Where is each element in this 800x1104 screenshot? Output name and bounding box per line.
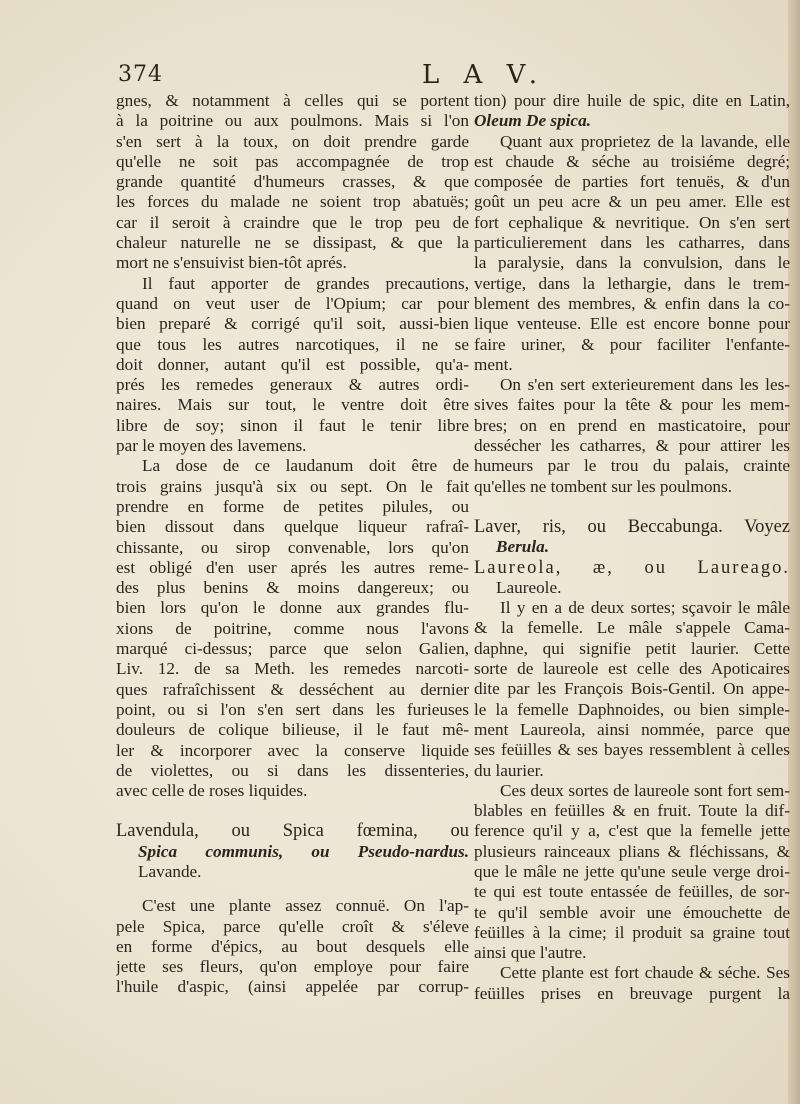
text-line: composée de parties fort tenuës, & d'un	[474, 172, 790, 192]
text-line: Lavande.	[138, 861, 202, 881]
text-line: que tous les autres narcotiques, il ne se	[116, 334, 469, 354]
text-line: bien dissout dans quelque liqueur rafraî-	[116, 517, 469, 537]
text-line: ses feüilles & ses bayes ressemblent à celles	[474, 740, 790, 760]
text-line: xions de poitrine, comme nous l'avons	[116, 618, 469, 638]
text-line: ques rafraîchissent & desséchent au dernier	[116, 679, 469, 699]
text-line: avec celle de roses liquides.	[116, 781, 308, 801]
text-line: à la poitrine ou aux poulmons. Mais si l'on	[116, 111, 469, 131]
text-line: bres; on en prend en masticatoire, pour	[474, 415, 790, 435]
text-line: quand on veut user de l'Opium; car pour	[116, 293, 469, 313]
text-line: chaleur naturelle ne se dissipast, & que la	[116, 233, 469, 253]
text-line: prés les remedes generaux & autres ordi-	[116, 375, 469, 395]
text-line: Ces deux sortes de laureole sont fort sem-	[500, 780, 790, 800]
text-line: La dose de ce laudanum doit être de	[142, 456, 469, 476]
text-line: sives faites pour la tête & pour les mem-	[474, 395, 790, 415]
text-line: s'en sert à la toux, on doit prendre garde	[116, 131, 469, 151]
text-line: doit donner, autant qu'il est possible, qu'a-	[116, 354, 469, 374]
text-line: naires. Mais sur tout, le ventre doit être	[116, 395, 469, 415]
text-line: ference qu'il y a, c'est que la femelle jette	[474, 821, 790, 841]
text-line: dite par les François Bois-Gentil. On appe-	[474, 679, 790, 699]
text-line: Berula.	[496, 537, 550, 557]
text-line: feüilles à la cime; il produit sa graine tout	[474, 922, 790, 942]
text-line: trois grains jusqu'à six ou sept. On le fait	[116, 476, 469, 496]
text-line: sorte de laureole est celle des Apoticaires	[474, 659, 790, 679]
text-line: Laver, ris, ou Beccabunga. Voyez	[474, 516, 790, 537]
text-line: grande quantité d'humeurs crasses, & que	[116, 172, 469, 192]
text-line: dessécher les catharres, & pour attirer les	[474, 436, 790, 456]
text-line: vertige, dans la lethargie, dans le trem-	[474, 273, 790, 293]
text-line: de violettes, ou si dans les dissenteries,	[116, 760, 469, 780]
text-line: On s'en sert exterieurement dans les les-	[500, 375, 790, 395]
text-line: libre de soy; sinon il faut le tenir libre	[116, 415, 469, 435]
running-head: L A V.	[422, 60, 546, 90]
text-line: le la femelle Daphnoides, ou bien simple-	[474, 699, 790, 719]
text-line: Oleum De spica.	[474, 111, 591, 131]
text-line: Lavendula, ou Spica fœmina, ou	[116, 821, 469, 842]
text-line: blement des membres, & enfin dans la co-	[474, 293, 790, 313]
page-header	[0, 60, 800, 94]
text-line: douleurs de colique bilieuse, il le faut mê-	[116, 720, 469, 740]
text-line: C'est une plante assez connuë. On l'ap-	[142, 896, 469, 916]
text-line: lique venteuse. Elle est encore bonne pour	[474, 314, 790, 334]
text-line: Quant aux proprietez de la lavande, elle	[500, 131, 790, 151]
text-line: l'huile d'aspic, (ainsi appelée par corrup-	[116, 977, 469, 997]
text-line: marqué ci-dessus; parce que selon Galien,	[116, 639, 469, 659]
text-line: Il faut apporter de grandes precautions,	[142, 273, 469, 293]
text-line: Il y en a de deux sortes; sçavoir le mâle	[500, 598, 790, 618]
text-line: chissante, ou sirop convenable, lors qu'on	[116, 537, 469, 557]
text-line: qu'elle ne soit pas accompagnée de trop	[116, 151, 469, 171]
text-line: que le mâle ne jette qu'une seule verge droi-	[474, 861, 790, 881]
text-line: faire uriner, & pour faciliter l'enfante-	[474, 334, 790, 354]
text-line: des plus benins & moins dangereux; ou	[116, 578, 469, 598]
text-line: te qui est toute entassée de feüilles, de sor-	[474, 882, 790, 902]
text-line: gnes, & notamment à celles qui se portent	[116, 91, 469, 110]
text-line: par le moyen des lavemens.	[116, 436, 307, 456]
text-line: jette ses fleurs, qu'on employe pour faire	[116, 957, 469, 977]
text-line: la paralysie, dans la convulsion, dans le	[474, 253, 790, 273]
page-number: 374	[118, 62, 163, 87]
text-line: feüilles prises en breuvage purgent la	[474, 983, 790, 1003]
text-line: Cette plante est fort chaude & séche. Ses	[500, 963, 790, 983]
text-line: blables en feüilles & en fruit. Toute la dif-	[474, 801, 790, 821]
text-line: prendre en forme de petites pilules, ou	[116, 496, 469, 516]
text-line: ainsi que l'autre.	[474, 943, 587, 963]
right-text-column	[474, 91, 790, 1004]
text-line: mort ne s'ensuivist bien-tôt aprés.	[116, 253, 347, 273]
text-line: humeurs par le trou du palais, crainte	[474, 456, 790, 476]
text-line: te qu'il semble avoir une émouchette de	[474, 902, 790, 922]
text-line: Laureola, æ, ou Laureago.	[474, 557, 790, 578]
text-line: est chaude & séche au troisiéme degré;	[474, 151, 790, 171]
text-line: Spica communis, ou Pseudo-nardus.	[138, 841, 469, 861]
text-line: daphne, qui signifie petit laurier. Cette	[474, 638, 790, 658]
text-line: tion) pour dire huile de spic, dite en Latin,	[474, 91, 790, 110]
left-text-column	[116, 91, 469, 998]
text-line: bien preparé & corrigé qu'il soit, aussi-bien	[116, 314, 469, 334]
text-line: du laurier.	[474, 760, 544, 780]
text-line: ler & incorporer avec la conserve liquide	[116, 740, 469, 760]
text-line: fort cephalique & nevritique. On s'en sert	[474, 212, 790, 232]
text-line: point, ou si l'on s'en sert dans les furieuses	[116, 699, 469, 719]
text-line: goût un peu acre & un peu amer. Elle est	[474, 192, 790, 212]
text-line: ment.	[474, 354, 513, 374]
text-line: car il seroit à craindre que le trop peu de	[116, 212, 469, 232]
text-line: plusieurs rainceaux plians & fléchissans, &	[474, 841, 790, 861]
text-line: les forces du malade ne soient trop abatuës;	[116, 192, 469, 212]
text-line: bien lors qu'on le donne aux grandes flu-	[116, 598, 469, 618]
text-line: en forme d'épics, au bout desquels elle	[116, 936, 469, 956]
text-line: Liv. 12. de sa Meth. les remedes narcoti-	[116, 659, 469, 679]
text-line: est obligé d'en user aprés les autres reme-	[116, 557, 469, 577]
text-line: qu'elles ne tombent sur les poulmons.	[474, 476, 733, 496]
text-line: ment Laureola, ainsi nommée, parce que	[474, 719, 790, 739]
text-line: Laureole.	[496, 577, 562, 597]
text-line: pele Spica, parce qu'elle croît & s'éleve	[116, 916, 469, 936]
text-line: & la femelle. Le mâle s'appele Cama-	[474, 618, 790, 638]
text-line: particulierement dans les catharres, dans	[474, 233, 790, 253]
